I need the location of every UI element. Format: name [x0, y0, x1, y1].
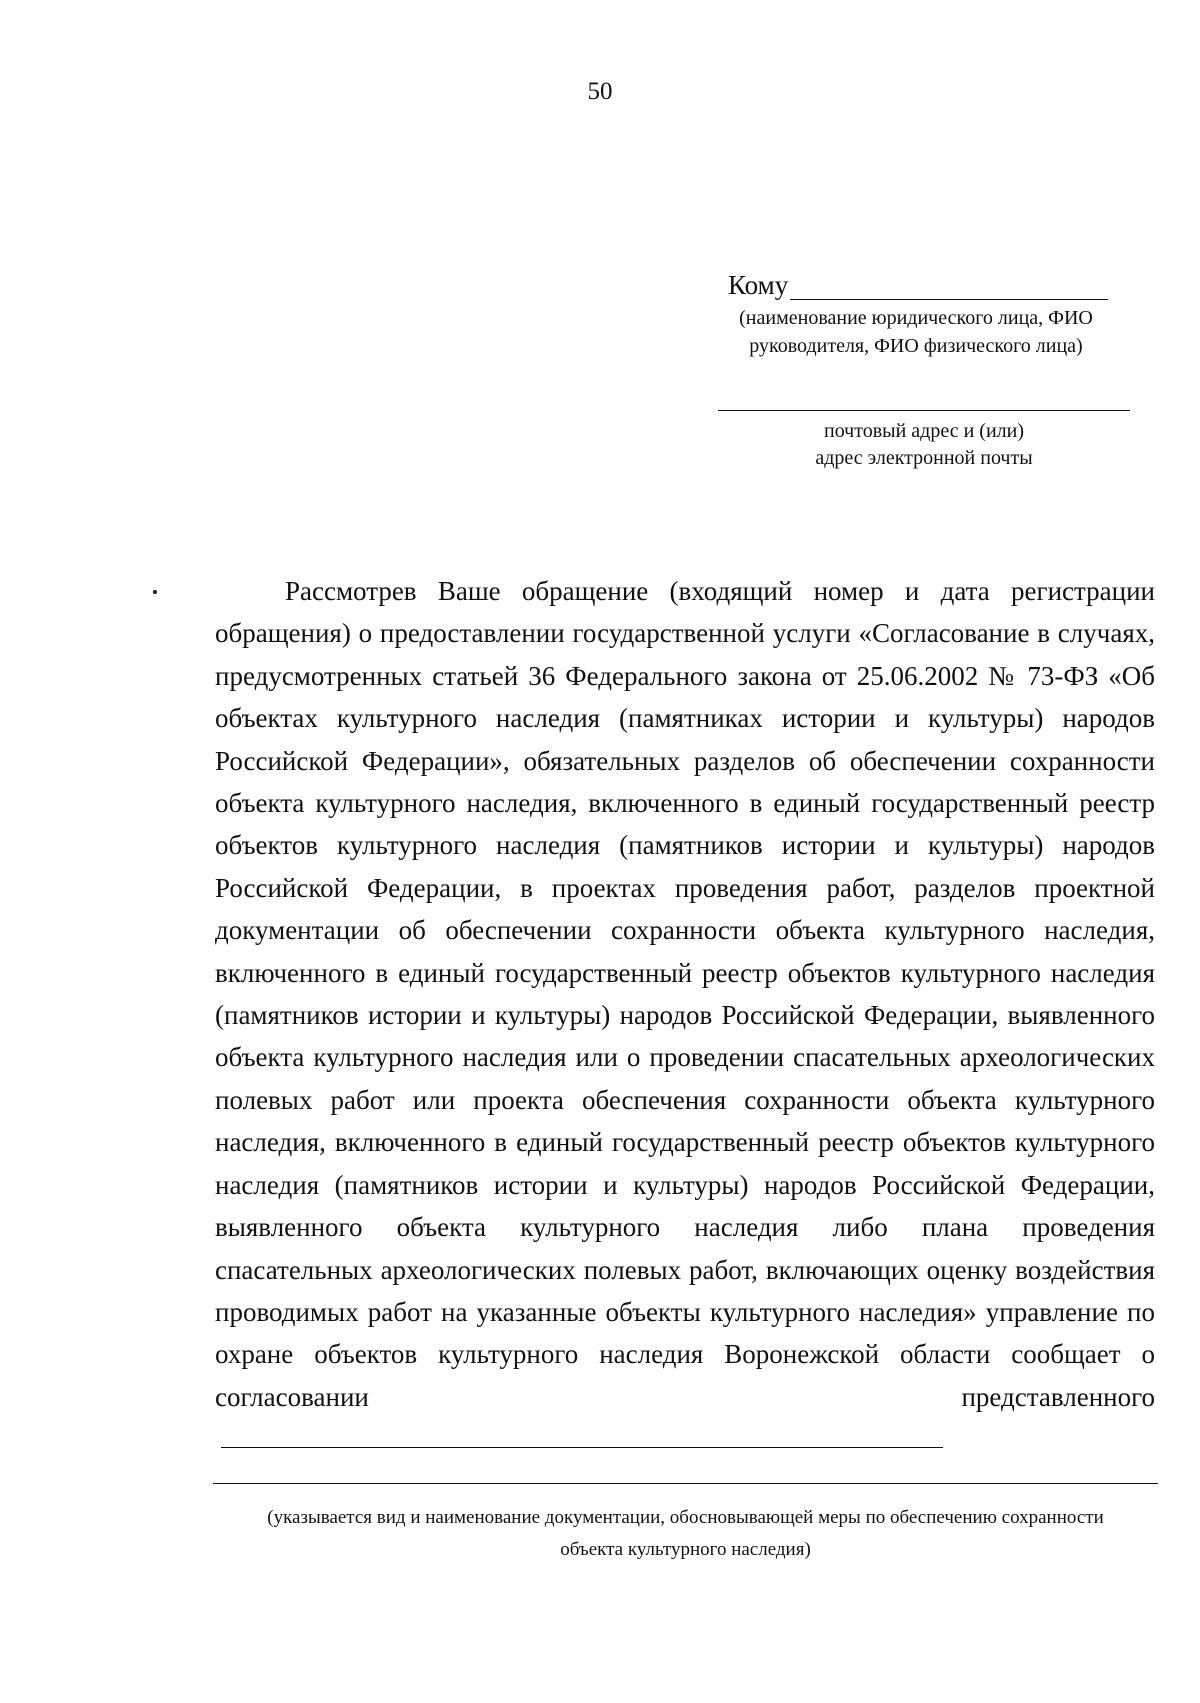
- addressee-label: Кому: [728, 270, 789, 300]
- address-blank-field[interactable]: [718, 410, 1130, 411]
- addressee-hint-line-1: (наименование юридического лица, ФИО: [739, 307, 1093, 329]
- document-name-hint-line-2: объекта культурного наследия): [560, 1539, 811, 1560]
- document-name-hint: [213, 1502, 1158, 1566]
- address-hint-line-2: адрес электронной почты: [815, 447, 1033, 469]
- document-name-hint-line-1: (указывается вид и наименование документации, обосновывающей меры по обеспечению сохранности: [267, 1507, 1104, 1528]
- address-hint: [718, 418, 1130, 472]
- body-paragraph: [215, 570, 1155, 1461]
- addressee-line: [700, 270, 1140, 300]
- addressee-hint-line-2: руководителя, ФИО физического лица): [749, 335, 1083, 357]
- address-hint-line-1: почтовый адрес и (или): [823, 420, 1025, 442]
- page-number: 50: [587, 78, 613, 105]
- body-text: Рассмотрев Ваше обращение (входящий номер и дата регистрации обращения) о предоставлении государственной услуги «Согласование в случаях, предусмотренных статьей 36 Федерального закона от 25.06.2002 № 73-ФЗ «Об объектах культурного наследия (памятниках истории и культуры) народов Российской Федерации», обязательных разделов об обеспечении сохранности объекта культурного наследия, включенного в единый государственный реестр объектов культурного наследия (памятников истории и культуры) народов Российской Федерации, в проектах проведения работ, разделов проектной документации об обеспечении сохранности объекта культурного наследия, включенного в единый государственный реестр объектов культурного наследия (памятников истории и культуры) народов Российской Федерации, выявленного объекта культурного наследия или о проведении спасательных археологических полевых работ или проекта обеспечения сохранности объекта культурного наследия, включенного в единый государственный реестр объектов культурного наследия (памятников истории и культуры) народов Российской Федерации, выявленного объекта культурного наследия либо плана проведения спасательных археологических полевых работ, включающих оценку воздействия проводимых работ на указанные объекты культурного наследия» управление по охране объектов культурного наследия Воронежской области сообщает о согласовании: [215, 576, 1155, 1412]
- addressee-block: [700, 270, 1140, 360]
- addressee-hint: [706, 304, 1126, 360]
- body-last-word: представленного: [961, 1381, 1155, 1412]
- addressee-blank-field[interactable]: [790, 273, 1108, 300]
- document-name-continuation-blank[interactable]: [213, 1483, 1158, 1484]
- scan-speck: [153, 590, 157, 594]
- document-name-blank-field[interactable]: [221, 1425, 943, 1448]
